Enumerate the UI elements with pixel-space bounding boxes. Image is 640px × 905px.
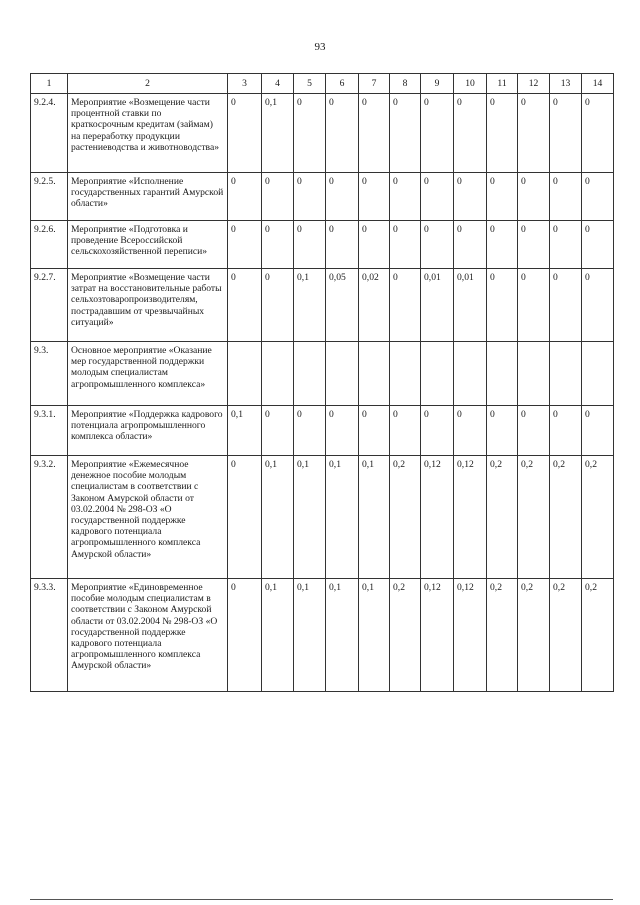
row-value: 0,1	[326, 579, 359, 692]
row-value: 0	[359, 221, 390, 269]
row-value: 0	[390, 94, 421, 173]
row-value: 0,2	[582, 456, 614, 579]
row-value	[228, 342, 262, 406]
table-row	[31, 406, 614, 456]
row-name: Мероприятие «Возмещение части затрат на восстановительные работы сельхозтоваропроизводителям, пострадавшим от чрезвычайных ситуаций»	[68, 269, 228, 342]
row-value: 0,1	[262, 579, 294, 692]
row-value	[359, 342, 390, 406]
row-value: 0	[487, 221, 518, 269]
row-value: 0,1	[262, 94, 294, 173]
column-header: 7	[359, 74, 390, 94]
row-number: 9.3.3.	[31, 579, 68, 692]
program-table	[30, 73, 614, 692]
row-value: 0	[390, 406, 421, 456]
row-value: 0	[550, 221, 582, 269]
row-value: 0,1	[359, 579, 390, 692]
row-value: 0	[518, 406, 550, 456]
row-value: 0	[228, 456, 262, 579]
column-header: 2	[68, 74, 228, 94]
row-value: 0,12	[421, 579, 454, 692]
row-value: 0	[294, 94, 326, 173]
row-value	[390, 342, 421, 406]
row-value: 0	[294, 173, 326, 221]
row-value: 0	[326, 94, 359, 173]
row-value: 0	[390, 173, 421, 221]
row-value: 0	[454, 173, 487, 221]
row-number: 9.2.6.	[31, 221, 68, 269]
row-value: 0,12	[454, 456, 487, 579]
column-header: 13	[550, 74, 582, 94]
row-value: 0	[421, 221, 454, 269]
row-value: 0	[518, 221, 550, 269]
row-value: 0,2	[390, 579, 421, 692]
row-value: 0	[228, 173, 262, 221]
row-value: 0	[262, 173, 294, 221]
row-value: 0	[294, 221, 326, 269]
row-name: Мероприятие «Исполнение государственных гарантий Амурской области»	[68, 173, 228, 221]
row-number: 9.3.1.	[31, 406, 68, 456]
row-value: 0	[228, 579, 262, 692]
row-name: Мероприятие «Возмещение части процентной ставки по краткосрочным кредитам (займам) на переработку продукции растениеводства и животноводства»	[68, 94, 228, 173]
column-header: 8	[390, 74, 421, 94]
row-value: 0	[228, 94, 262, 173]
row-value: 0	[359, 406, 390, 456]
row-value: 0,02	[359, 269, 390, 342]
table-row	[31, 269, 614, 342]
row-value: 0	[228, 269, 262, 342]
row-value: 0,2	[582, 579, 614, 692]
row-name: Мероприятие «Ежемесячное денежное пособие молодым специалистам в соответствии с Законом Амурской области от 03.02.2004 № 298-ОЗ «О государственной поддержке кадрового потенциала агропромышленного комплекса Амурской области»	[68, 456, 228, 579]
row-number: 9.2.4.	[31, 94, 68, 173]
row-value: 0	[421, 94, 454, 173]
row-value	[326, 342, 359, 406]
column-header: 12	[518, 74, 550, 94]
header-row	[31, 74, 614, 94]
row-value: 0	[390, 269, 421, 342]
row-name: Мероприятие «Подготовка и проведение Всероссийской сельскохозяйственной переписи»	[68, 221, 228, 269]
row-value: 0,2	[550, 456, 582, 579]
row-value	[518, 342, 550, 406]
row-value: 0	[262, 406, 294, 456]
row-value: 0,05	[326, 269, 359, 342]
row-value	[550, 342, 582, 406]
row-value	[294, 342, 326, 406]
row-value: 0,1	[294, 456, 326, 579]
table-row	[31, 173, 614, 221]
row-value: 0	[487, 269, 518, 342]
row-value: 0	[454, 221, 487, 269]
row-value: 0,1	[262, 456, 294, 579]
row-number: 9.3.	[31, 342, 68, 406]
row-value: 0	[359, 173, 390, 221]
row-value	[421, 342, 454, 406]
row-value: 0	[326, 406, 359, 456]
row-value: 0	[550, 94, 582, 173]
row-value: 0	[326, 221, 359, 269]
row-number: 9.3.2.	[31, 456, 68, 579]
row-number: 9.2.7.	[31, 269, 68, 342]
row-value: 0,2	[518, 579, 550, 692]
row-value: 0	[326, 173, 359, 221]
row-value: 0,2	[487, 456, 518, 579]
row-value: 0	[487, 94, 518, 173]
row-value: 0,12	[454, 579, 487, 692]
bottom-rule	[30, 899, 613, 900]
row-value: 0	[487, 173, 518, 221]
row-value: 0,2	[390, 456, 421, 579]
row-value: 0	[518, 94, 550, 173]
row-number: 9.2.5.	[31, 173, 68, 221]
row-value: 0	[582, 221, 614, 269]
row-value: 0	[487, 406, 518, 456]
column-header: 6	[326, 74, 359, 94]
table-row	[31, 221, 614, 269]
row-value	[262, 342, 294, 406]
row-value: 0	[550, 406, 582, 456]
column-header: 10	[454, 74, 487, 94]
row-value: 0,2	[550, 579, 582, 692]
column-header: 4	[262, 74, 294, 94]
row-value: 0	[518, 173, 550, 221]
row-value: 0,1	[228, 406, 262, 456]
table-row	[31, 456, 614, 579]
row-value: 0	[228, 221, 262, 269]
row-value: 0	[582, 269, 614, 342]
row-value: 0	[390, 221, 421, 269]
column-header: 1	[31, 74, 68, 94]
table-row	[31, 579, 614, 692]
row-value: 0,01	[421, 269, 454, 342]
row-value: 0,01	[454, 269, 487, 342]
row-value	[454, 342, 487, 406]
row-value: 0,2	[518, 456, 550, 579]
row-value: 0,1	[326, 456, 359, 579]
row-value: 0	[421, 406, 454, 456]
row-value: 0	[262, 269, 294, 342]
row-value: 0,1	[359, 456, 390, 579]
row-name: Мероприятие «Единовременное пособие молодым специалистам в соответствии с Законом Амурской области от 03.02.2004 № 298-ОЗ «О государственной поддержке кадрового потенциала агропромышленного комплекса Амурской области»	[68, 579, 228, 692]
row-value: 0	[454, 406, 487, 456]
row-value: 0,1	[294, 269, 326, 342]
column-header: 9	[421, 74, 454, 94]
row-value: 0,1	[294, 579, 326, 692]
row-value: 0	[550, 269, 582, 342]
page-number: 93	[314, 41, 326, 53]
table-row	[31, 94, 614, 173]
row-value: 0	[262, 221, 294, 269]
column-header: 14	[582, 74, 614, 94]
row-value: 0	[582, 173, 614, 221]
row-value: 0	[359, 94, 390, 173]
row-value: 0	[294, 406, 326, 456]
row-value: 0	[582, 406, 614, 456]
row-value: 0	[518, 269, 550, 342]
row-value: 0,2	[487, 579, 518, 692]
table-row	[31, 342, 614, 406]
row-value	[582, 342, 614, 406]
row-value: 0,12	[421, 456, 454, 579]
column-header: 5	[294, 74, 326, 94]
column-header: 3	[228, 74, 262, 94]
row-value	[487, 342, 518, 406]
row-name: Основное мероприятие «Оказание мер государственной поддержки молодым специалистам агропромышленного комплекса»	[68, 342, 228, 406]
row-value: 0	[550, 173, 582, 221]
row-value: 0	[582, 94, 614, 173]
row-value: 0	[421, 173, 454, 221]
column-header: 11	[487, 74, 518, 94]
row-name: Мероприятие «Поддержка кадрового потенциала агропромышленного комплекса области»	[68, 406, 228, 456]
row-value: 0	[454, 94, 487, 173]
